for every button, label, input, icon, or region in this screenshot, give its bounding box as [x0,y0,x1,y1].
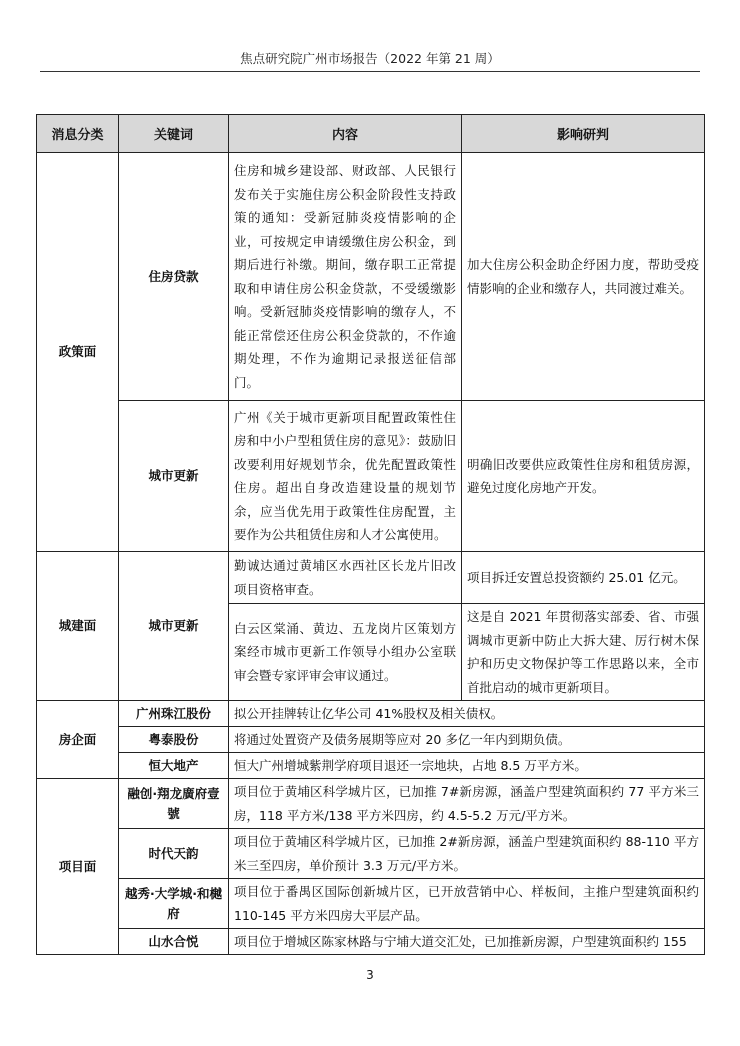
table-row [37,779,705,829]
keyword-cell: 越秀·大学城·和樾府 [119,879,229,929]
table-row [37,829,705,879]
market-news-table [36,114,705,955]
content-cell: 白云区棠涌、黄边、五龙岗片区策划方案经市城市更新工作领导小组办公室联审会暨专家评审会审议通过。 [229,604,462,701]
table-row [37,401,705,552]
header-divider [40,71,700,72]
page-number: 3 [366,968,374,982]
keyword-cell: 广州珠江股份 [119,701,229,727]
table-row [37,153,705,401]
content-cell: 项目位于黄埔区科学城片区，已加推 2#新房源，涵盖户型建筑面积约 88-110 平方米三至四房，单价预计 3.3 万元/平方米。 [229,829,705,879]
category-cell: 政策面 [37,153,119,552]
keyword-cell: 山水合悦 [119,929,229,955]
table-header-row [37,115,705,153]
category-cell: 城建面 [37,552,119,701]
content-cell: 项目位于增城区陈家林路与宁埔大道交汇处，已加推新房源，户型建筑面积约 155 [229,929,705,955]
column-header-impact: 影响研判 [462,115,705,153]
impact-cell: 明确旧改要供应政策性住房和租赁房源，避免过度化房地产开发。 [462,401,705,552]
table-row [37,727,705,753]
impact-cell: 加大住房公积金助企纾困力度，帮助受疫情影响的企业和缴存人，共同渡过难关。 [462,153,705,401]
keyword-cell: 时代天韵 [119,829,229,879]
table-row [37,753,705,779]
content-cell: 项目位于黄埔区科学城片区，已加推 7#新房源，涵盖户型建筑面积约 77 平方米三房，118 平方米/138 平方米四房，约 4.5-5.2 万元/平方米。 [229,779,705,829]
table-row [37,552,705,604]
column-header-category: 消息分类 [37,115,119,153]
keyword-cell: 城市更新 [119,552,229,701]
report-header-title: 焦点研究院广州市场报告（2022 年第 21 周） [240,51,500,66]
content-cell: 恒大广州增城紫荆学府项目退还一宗地块，占地 8.5 万平方米。 [229,753,705,779]
keyword-cell: 恒大地产 [119,753,229,779]
table-row [37,701,705,727]
content-cell: 广州《关于城市更新项目配置政策性住房和中小户型租赁住房的意见》：鼓励旧改要利用好规划节余，优先配置政策性住房。超出自身改造建设量的规划节余，应当优先用于政策性住房配置，主要作为公共租赁住房和人才公寓使用。 [229,401,462,552]
table-row [37,879,705,929]
table-row [37,929,705,955]
keyword-cell: 住房贷款 [119,153,229,401]
keyword-cell: 城市更新 [119,401,229,552]
keyword-cell: 融创·翔龙廣府壹號 [119,779,229,829]
content-cell: 项目位于番禺区国际创新城片区，已开放营销中心、样板间，主推户型建筑面积约 110-145 平方米四房大平层产品。 [229,879,705,929]
content-cell: 勤诚达通过黄埔区水西社区长龙片旧改项目资格审查。 [229,552,462,604]
column-header-keyword: 关键词 [119,115,229,153]
impact-cell: 项目拆迁安置总投资额约 25.01 亿元。 [462,552,705,604]
content-cell: 将通过处置资产及债务展期等应对 20 多亿一年内到期负债。 [229,727,705,753]
content-cell: 住房和城乡建设部、财政部、人民银行发布关于实施住房公积金阶段性支持政策的通知：受新冠肺炎疫情影响的企业，可按规定申请缓缴住房公积金，到期后进行补缴。期间，缴存职工正常提取和申请住房公积金贷款，不受缓缴影响。受新冠肺炎疫情影响的缴存人，不能正常偿还住房公积金贷款的，不作逾期处理，不作为逾期记录报送征信部门。 [229,153,462,401]
category-cell: 房企面 [37,701,119,779]
column-header-content: 内容 [229,115,462,153]
content-cell: 拟公开挂牌转让亿华公司 41%股权及相关债权。 [229,701,705,727]
impact-cell: 这是自 2021 年贯彻落实部委、省、市强调城市更新中防止大拆大建、厉行树木保护和历史文物保护等工作思路以来，全市首批启动的城市更新项目。 [462,604,705,701]
keyword-cell: 粤泰股份 [119,727,229,753]
category-cell: 项目面 [37,779,119,955]
